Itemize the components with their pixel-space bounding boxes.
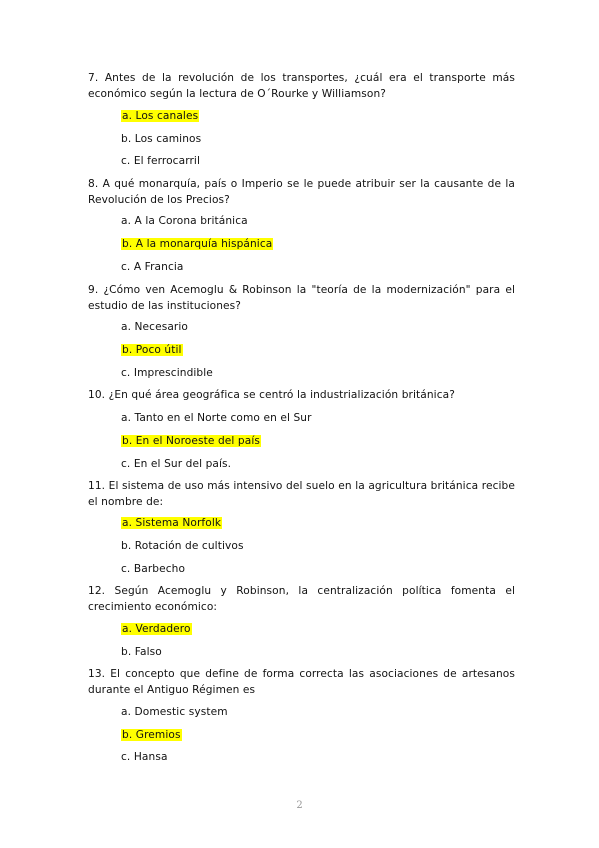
- option-8a: a. A la Corona británica: [121, 215, 248, 227]
- question-13: 13. El concepto que define de forma correcta las asociaciones de artesanos durante el Antiguo Régimen es: [88, 668, 515, 696]
- option-7c: c. El ferrocarril: [121, 155, 201, 167]
- highlighted-answer: b. En el Noroeste del país: [122, 435, 260, 447]
- option-12a: [121, 622, 192, 636]
- question-9: 9. ¿Cómo ven Acemoglu & Robinson la "teoría de la modernización" para el estudio de las instituciones?: [88, 284, 515, 312]
- option-8b: [121, 237, 273, 251]
- highlighted-answer: a. Los canales: [122, 110, 199, 122]
- highlighted-answer: b. Gremios: [122, 729, 181, 741]
- option-13b: [121, 728, 182, 742]
- question-7: 7. Antes de la revolución de los transportes, ¿cuál era el transporte más económico según la lectura de O´Rourke y Williamson?: [88, 72, 515, 100]
- option-13a: a. Domestic system: [121, 706, 228, 718]
- highlighted-answer: b. Poco útil: [122, 344, 182, 356]
- option-10c: c. En el Sur del país.: [121, 458, 232, 470]
- question-8: 8. A qué monarquía, país o Imperio se le puede atribuir ser la causante de la Revolución de los Precios?: [88, 178, 515, 206]
- option-8c: c. A Francia: [121, 261, 184, 273]
- option-11a: [121, 516, 222, 530]
- highlighted-answer: a. Sistema Norfolk: [122, 517, 222, 529]
- highlighted-answer: b. A la monarquía hispánica: [122, 238, 273, 250]
- option-12b: b. Falso: [121, 646, 162, 658]
- option-7b: b. Los caminos: [121, 133, 202, 145]
- question-12: 12. Según Acemoglu y Robinson, la centralización política fomenta el crecimiento económico:: [88, 585, 515, 613]
- option-13c: c. Hansa: [121, 751, 168, 763]
- question-10: 10. ¿En qué área geográfica se centró la industrialización británica?: [88, 389, 455, 401]
- option-9b: [121, 343, 183, 357]
- option-11b: b. Rotación de cultivos: [121, 540, 244, 552]
- option-9c: c. Imprescindible: [121, 367, 213, 379]
- option-11c: c. Barbecho: [121, 563, 186, 575]
- highlighted-answer: a. Verdadero: [122, 623, 191, 635]
- option-7a: [121, 109, 199, 123]
- option-10a: a. Tanto en el Norte como en el Sur: [121, 412, 312, 424]
- option-10b: [121, 434, 261, 448]
- page-number: 2: [296, 800, 303, 811]
- question-11: 11. El sistema de uso más intensivo del suelo en la agricultura británica recibe el nombre de:: [88, 480, 515, 508]
- option-9a: a. Necesario: [121, 321, 189, 333]
